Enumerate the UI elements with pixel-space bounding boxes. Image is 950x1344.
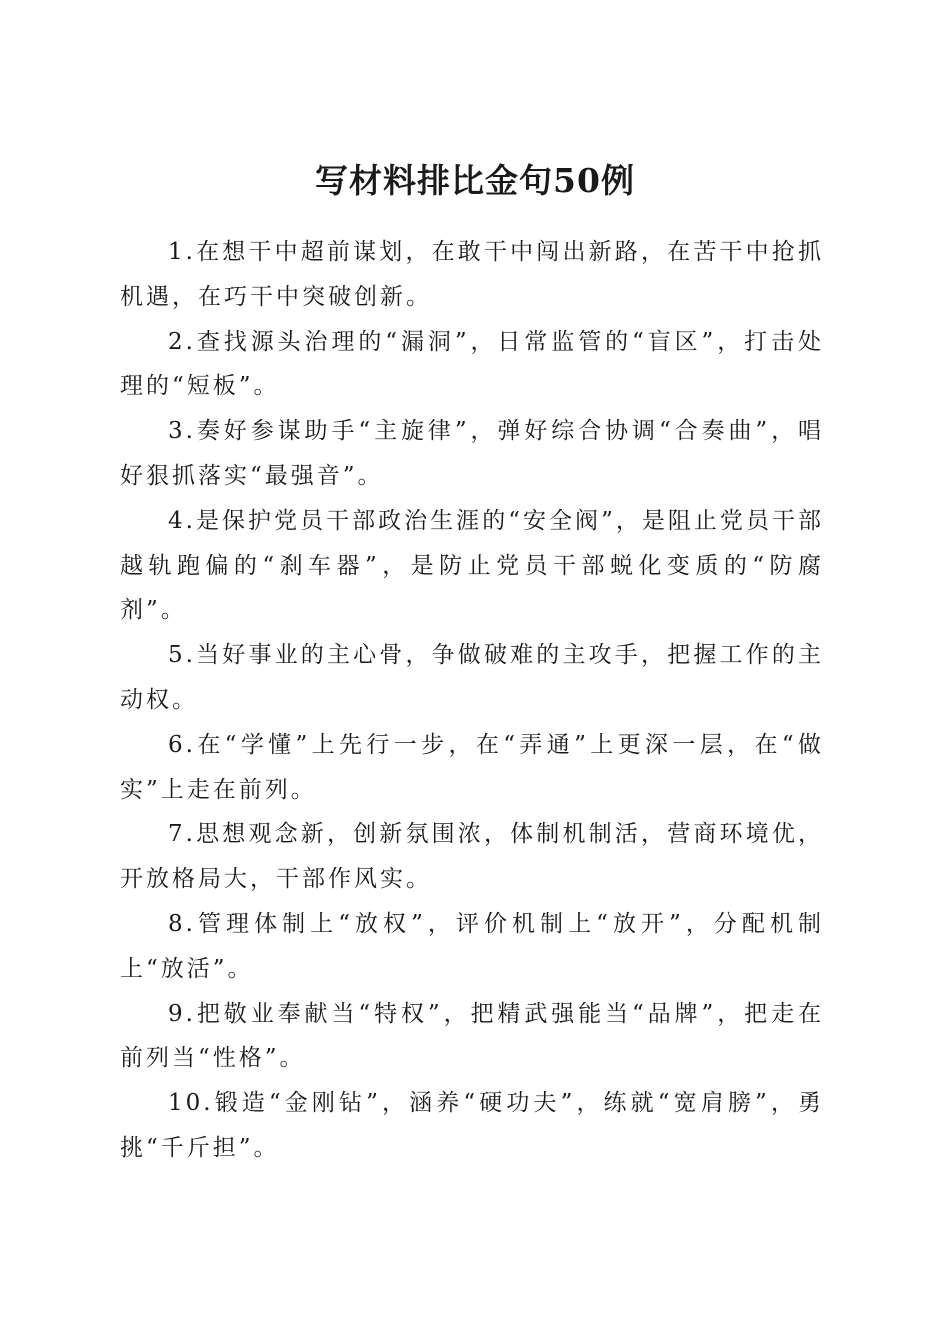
paragraph-5: 5.当好事业的主心骨，争做破难的主攻手，把握工作的主动权。 xyxy=(120,642,824,713)
document-title: 写材料排比金句50例 xyxy=(315,161,635,201)
paragraph-3: 3.奏好参谋助手“主旋律”，弹好综合协调“合奏曲”，唱好狠抓落实“最强音”。 xyxy=(120,418,824,489)
paragraph-8: 8.管理体制上“放权”，评价机制上“放开”，分配机制上“放活”。 xyxy=(120,910,824,982)
document-body xyxy=(120,230,824,1171)
paragraph-2: 2.查找源头治理的“漏洞”，日常监管的“盲区”，打击处理的“短板”。 xyxy=(120,328,824,400)
paragraph-9: 9.把敬业奉献当“特权”，把精武强能当“品牌”，把走在前列当“性格”。 xyxy=(120,1000,824,1072)
paragraph-4: 4.是保护党员干部政治生涯的“安全阀”，是阻止党员干部越轨跑偏的“刹车器”，是防止党员干部蜕化变质的“防腐剂”。 xyxy=(120,507,824,624)
paragraph-6: 6.在“学懂”上先行一步，在“弄通”上更深一层，在“做实”上走在前列。 xyxy=(120,731,824,803)
paragraph-1: 1.在想干中超前谋划，在敢干中闯出新路，在苦干中抢抓机遇，在巧干中突破创新。 xyxy=(120,239,824,310)
paragraph-10: 10.锻造“金刚钻”，涵养“硬功夫”，练就“宽肩膀”，勇挑“千斤担”。 xyxy=(120,1090,824,1161)
paragraph-7: 7.思想观念新，创新氛围浓，体制机制活，营商环境优，开放格局大，干部作风实。 xyxy=(120,821,824,893)
